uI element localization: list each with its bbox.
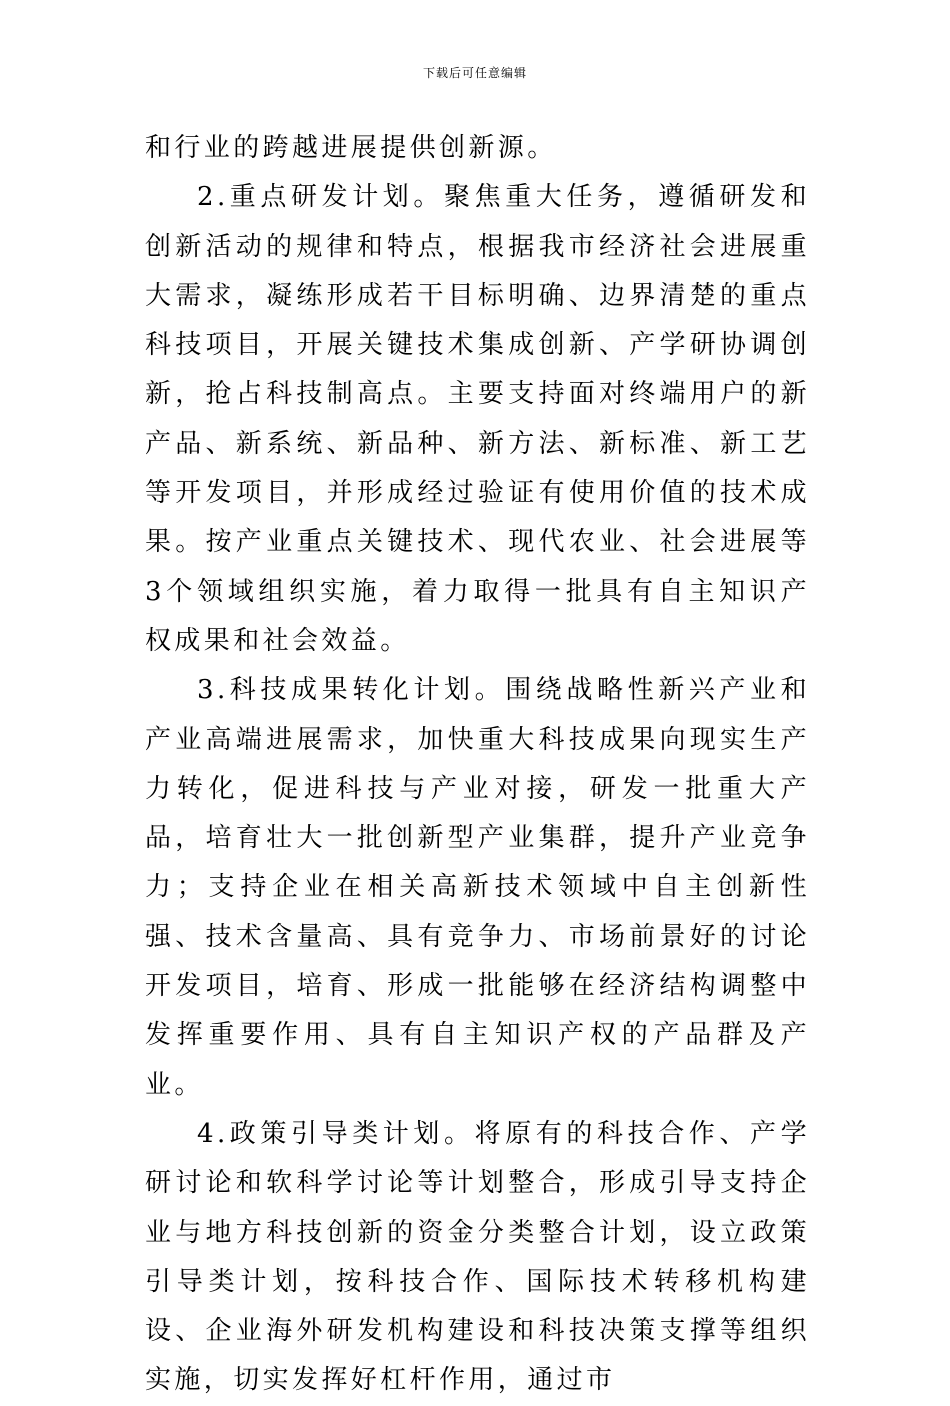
paragraph-item-3: 3.科技成果转化计划。围绕战略性新兴产业和产业高端进展需求，加快重大科技成果向现实生产力转化，促进科技与产业对接，研发一批重大产品，培育壮大一批创新型产业集群，提升产业竞争力；支持企业在相关高新技术领域中自主创新性强、技术含量高、具有竞争力、市场前景好的讨论开发项目，培育、形成一批能够在经济结构调整中发挥重要作用、具有自主知识产权的产品群及产业。: [145, 675, 810, 1100]
header-note: 下载后可任意编辑: [422, 66, 527, 80]
paragraph-item-2: 2.重点研发计划。聚焦重大任务，遵循研发和创新活动的规律和特点，根据我市经济社会进展重大需求，凝练形成若干目标明确、边界清楚的重点科技项目，开展关键技术集成创新、产学研协调创新，抢占科技制高点。主要支持面对终端用户的新产品、新系统、新品种、新方法、新标准、新工艺等开发项目，并形成经过验证有使用价值的技术成果。按产业重点关键技术、现代农业、社会进展等3个领域组织实施，着力取得一批具有自主知识产权成果和社会效益。: [145, 182, 810, 656]
paragraph-continuation: 和行业的跨越进展提供创新源。: [145, 133, 557, 163]
document-body: [145, 124, 810, 1406]
paragraph-item-4: 4.政策引导类计划。将原有的科技合作、产学研讨论和软科学讨论等计划整合，形成引导支持企业与地方科技创新的资金分类整合计划，设立政策引导类计划，按科技合作、国际技术转移机构建设、企业海外研发机构建设和科技决策支撑等组织实施，切实发挥好杠杆作用，通过市: [145, 1118, 810, 1396]
